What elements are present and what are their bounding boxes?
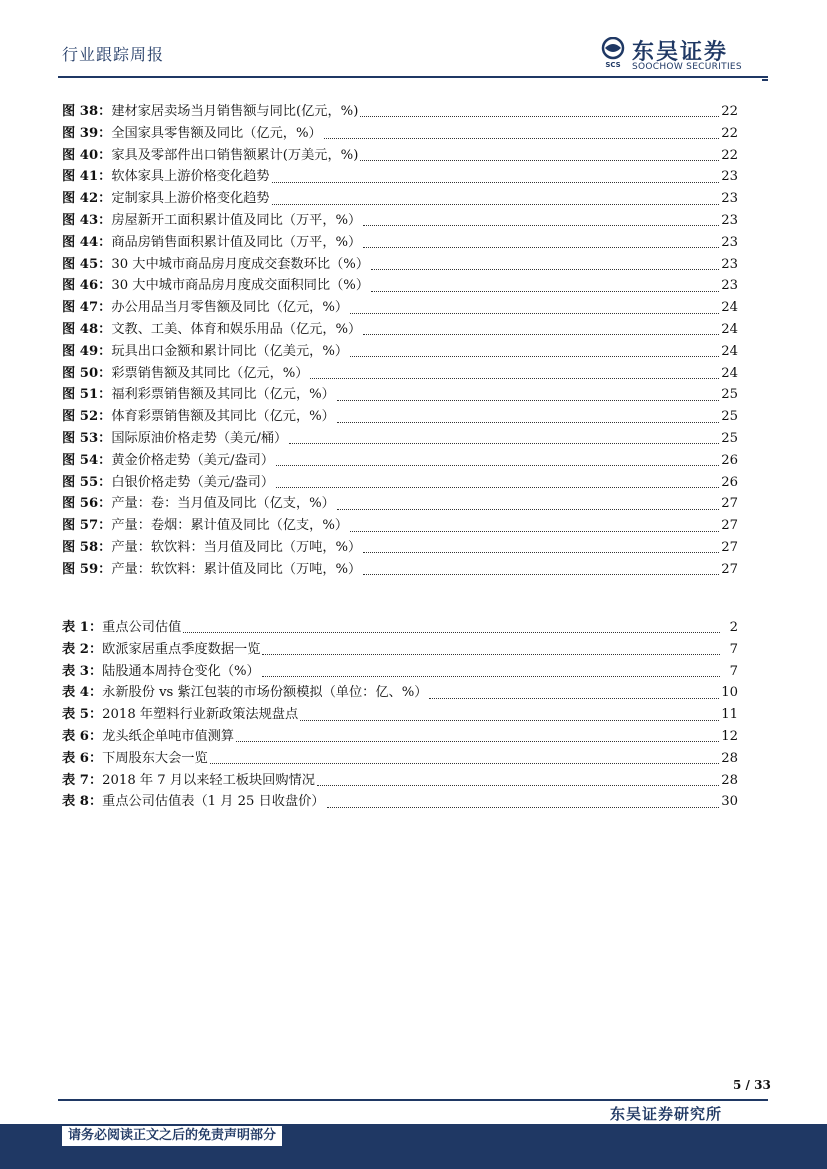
- header-divider: [58, 76, 768, 78]
- toc-leader-dots: [360, 160, 719, 161]
- toc-entry-title: 重点公司估值: [102, 620, 182, 635]
- toc-leader-dots: [429, 698, 719, 699]
- toc-entry-page: 11: [721, 707, 738, 723]
- figure-toc-entry[interactable]: [62, 123, 738, 145]
- table-toc-entry[interactable]: [62, 791, 738, 813]
- toc-entry-title: 产量：软饮料：累计值及同比（万吨，%）: [111, 561, 362, 577]
- toc-entry-title: 福利彩票销售额及其同比（亿元，%）: [111, 387, 335, 403]
- figure-list: [62, 101, 738, 581]
- report-type-title: 行业跟踪周报: [62, 45, 165, 64]
- toc-entry-title: 2018 年塑料行业新政策法规盘点: [102, 707, 299, 723]
- toc-entry-label: 表 7：: [62, 772, 103, 788]
- toc-leader-dots: [262, 676, 720, 677]
- toc-entry-page: 24: [721, 343, 738, 359]
- toc-entry-title: 商品房销售面积累计值及同比（万平，%）: [111, 234, 362, 250]
- toc-leader-dots: [337, 509, 719, 510]
- toc-leader-dots: [363, 574, 719, 575]
- toc-entry-title: 体育彩票销售额及其同比（亿元，%）: [111, 409, 335, 425]
- toc-leader-dots: [276, 465, 719, 466]
- table-toc-entry[interactable]: [62, 617, 738, 639]
- toc-leader-dots: [327, 807, 720, 808]
- toc-leader-dots: [210, 763, 720, 764]
- table-toc-entry[interactable]: [62, 682, 738, 704]
- toc-leader-dots: [363, 225, 719, 226]
- footer-divider: [58, 1099, 768, 1101]
- toc-entry-label: 图 59：: [62, 561, 112, 577]
- toc-leader-dots: [363, 334, 719, 335]
- toc-entry-label: 表 6：: [62, 750, 103, 766]
- toc-leader-dots: [350, 313, 719, 314]
- toc-entry-title: 家具及零部件出口销售额累计(万美元，%): [111, 147, 359, 163]
- figure-toc-entry[interactable]: [62, 210, 738, 232]
- figure-toc-entry[interactable]: [62, 363, 738, 385]
- figure-toc-entry[interactable]: [62, 341, 738, 363]
- toc-entry-title: 软体家具上游价格变化趋势: [111, 169, 270, 185]
- toc-entry-title: 定制家具上游价格变化趋势: [111, 191, 270, 207]
- table-list: [62, 617, 738, 813]
- toc-entry-label: 图 47：: [62, 300, 112, 316]
- toc-entry-page: 7: [729, 663, 738, 679]
- toc-entry-title: 30 大中城市商品房月度成交套数环比（%）: [111, 256, 370, 272]
- toc-entry-page: 27: [721, 496, 738, 512]
- figure-toc-entry[interactable]: [62, 472, 738, 494]
- toc-entry-label: 图 58：: [62, 539, 112, 555]
- toc-leader-dots: [363, 552, 719, 553]
- toc-leader-dots: [236, 741, 719, 742]
- toc-entry-page: 2: [729, 620, 738, 635]
- toc-entry-title: 陆股通本周持仓变化（%）: [102, 663, 260, 679]
- company-logo: [598, 37, 768, 73]
- toc-leader-dots: [272, 182, 720, 183]
- toc-entry-label: 表 5：: [62, 707, 103, 723]
- toc-leader-dots: [262, 654, 720, 655]
- toc-entry-label: 表 4：: [62, 685, 103, 701]
- toc-entry-page: 12: [721, 728, 738, 744]
- toc-leader-dots: [371, 269, 719, 270]
- toc-leader-dots: [337, 400, 719, 401]
- toc-entry-title: 建材家居卖场当月销售额与同比(亿元，%): [111, 104, 359, 119]
- toc-leader-dots: [300, 720, 719, 721]
- disclaimer-notice: 请务必阅读正文之后的免责声明部分: [62, 1126, 282, 1146]
- toc-entry-title: 玩具出口金额和累计同比（亿美元，%）: [111, 343, 349, 359]
- toc-entry-label: 图 39：: [62, 125, 112, 141]
- toc-entry-label: 图 41：: [62, 169, 112, 185]
- toc-leader-dots: [337, 422, 719, 423]
- figure-toc-entry[interactable]: [62, 145, 738, 167]
- toc-leader-dots: [183, 632, 720, 633]
- figure-toc-entry[interactable]: [62, 384, 738, 406]
- toc-leader-dots: [324, 138, 720, 139]
- toc-entry-title: 30 大中城市商品房月度成交面积同比（%）: [111, 278, 370, 294]
- toc-entry-label: 表 6：: [62, 728, 103, 744]
- figure-toc-entry[interactable]: [62, 515, 738, 537]
- table-toc-entry[interactable]: [62, 770, 738, 792]
- toc-entry-page: 25: [721, 387, 738, 403]
- figure-toc-entry[interactable]: [62, 297, 738, 319]
- figure-toc-entry[interactable]: [62, 232, 738, 254]
- toc-entry-label: 图 55：: [62, 474, 112, 490]
- toc-entry-label: 图 52：: [62, 409, 112, 425]
- toc-entry-title: 国际原油价格走势（美元/桶）: [111, 430, 288, 446]
- toc-leader-dots: [317, 785, 719, 786]
- table-toc-entry[interactable]: [62, 704, 738, 726]
- toc-leader-dots: [363, 247, 719, 248]
- toc-entry-label: 图 40：: [62, 147, 112, 163]
- toc-entry-page: 27: [721, 518, 738, 534]
- logo-abbr: SCS: [605, 61, 621, 69]
- toc-entry-label: 图 49：: [62, 343, 112, 359]
- toc-entry-label: 图 45：: [62, 256, 112, 272]
- toc-entry-page: 23: [721, 169, 738, 185]
- figure-toc-entry[interactable]: [62, 166, 738, 188]
- toc-entry-page: 22: [721, 104, 738, 119]
- toc-entry-title: 房屋新开工面积累计值及同比（万平，%）: [111, 212, 362, 228]
- toc-entry-page: 27: [721, 561, 738, 577]
- toc-entry-title: 产量：卷：当月值及同比（亿支，%）: [111, 496, 335, 512]
- table-toc-entry[interactable]: [62, 726, 738, 748]
- toc-entry-label: 图 38：: [62, 104, 112, 119]
- figure-toc-entry[interactable]: [62, 537, 738, 559]
- toc-leader-dots: [276, 487, 719, 488]
- toc-leader-dots: [350, 531, 719, 532]
- toc-entry-page: 26: [721, 474, 738, 490]
- figure-toc-entry[interactable]: [62, 101, 738, 123]
- toc-entry-label: 图 53：: [62, 430, 112, 446]
- toc-entry-page: 25: [721, 409, 738, 425]
- toc-entry-page: 10: [721, 685, 738, 701]
- toc-entry-page: 24: [721, 321, 738, 337]
- toc-entry-label: 图 56：: [62, 496, 112, 512]
- toc-entry-label: 图 46：: [62, 278, 112, 294]
- page-number: 5 / 33: [733, 1078, 771, 1092]
- toc-entry-page: 30: [721, 794, 738, 810]
- toc-entry-label: 图 50：: [62, 365, 112, 381]
- figure-toc-entry[interactable]: [62, 319, 738, 341]
- table-toc-entry[interactable]: [62, 639, 738, 661]
- toc-entry-label: 图 44：: [62, 234, 112, 250]
- toc-entry-page: 23: [721, 256, 738, 272]
- logo-english-name: SOOCHOW SECURITIES: [632, 62, 742, 72]
- figure-toc-entry[interactable]: [62, 493, 738, 515]
- toc-entry-title: 全国家具零售额及同比（亿元，%）: [111, 125, 322, 141]
- toc-entry-page: 23: [721, 212, 738, 228]
- figure-toc-entry[interactable]: [62, 188, 738, 210]
- figure-toc-entry[interactable]: [62, 254, 738, 276]
- logo-chinese-name: 东吴证券: [632, 40, 729, 65]
- table-toc-entry[interactable]: [62, 748, 738, 770]
- toc-entry-title: 彩票销售额及其同比（亿元，%）: [111, 365, 309, 381]
- toc-entry-label: 表 2：: [62, 641, 103, 657]
- figure-toc-entry[interactable]: [62, 275, 738, 297]
- figure-toc-entry[interactable]: [62, 559, 738, 581]
- figure-toc-entry[interactable]: [62, 428, 738, 450]
- toc-entry-title: 龙头纸企单吨市值测算: [102, 728, 235, 744]
- toc-entry-page: 27: [721, 539, 738, 555]
- toc-entry-label: 图 57：: [62, 518, 112, 534]
- toc-entry-title: 办公用品当月零售额及同比（亿元，%）: [111, 300, 349, 316]
- toc-leader-dots: [350, 356, 719, 357]
- toc-entry-page: 23: [721, 234, 738, 250]
- toc-entry-label: 表 8：: [62, 794, 103, 810]
- toc-entry-label: 图 48：: [62, 321, 112, 337]
- toc-leader-dots: [310, 378, 719, 379]
- toc-entry-label: 图 42：: [62, 191, 112, 207]
- figure-toc-entry[interactable]: [62, 450, 738, 472]
- toc-entry-title: 重点公司估值表（1 月 25 日收盘价）: [102, 794, 325, 810]
- toc-entry-label: 图 54：: [62, 452, 112, 468]
- toc-entry-title: 2018 年 7 月以来轻工板块回购情况: [102, 772, 315, 788]
- toc-entry-title: 白银价格走势（美元/盎司）: [111, 474, 275, 490]
- toc-entry-page: 28: [721, 772, 738, 788]
- scs-logo-icon: [598, 37, 628, 69]
- toc-entry-page: 24: [721, 300, 738, 316]
- toc-entry-page: 7: [729, 641, 738, 657]
- toc-entry-label: 表 3：: [62, 663, 103, 679]
- toc-entry-title: 产量：卷烟：累计值及同比（亿支，%）: [111, 518, 349, 534]
- toc-entry-title: 欧派家居重点季度数据一览: [102, 641, 261, 657]
- toc-entry-label: 图 43：: [62, 212, 112, 228]
- footer-institute: 东吴证券研究所: [610, 1105, 723, 1123]
- toc-entry-page: 24: [721, 365, 738, 381]
- figure-toc-entry[interactable]: [62, 406, 738, 428]
- toc-entry-page: 26: [721, 452, 738, 468]
- toc-entry-page: 23: [721, 191, 738, 207]
- toc-entry-page: 28: [721, 750, 738, 766]
- toc-leader-dots: [360, 116, 719, 117]
- toc-entry-label: 图 51：: [62, 387, 112, 403]
- toc-entry-title: 产量：软饮料：当月值及同比（万吨，%）: [111, 539, 362, 555]
- toc-entry-page: 23: [721, 278, 738, 294]
- toc-entry-title: 文教、工美、体育和娱乐用品（亿元，%）: [111, 321, 362, 337]
- toc-entry-title: 永新股份 vs 紫江包装的市场份额模拟（单位：亿、%）: [102, 685, 428, 701]
- table-toc-entry[interactable]: [62, 661, 738, 683]
- toc-entry-page: 25: [721, 430, 738, 446]
- toc-entry-page: 22: [721, 147, 738, 163]
- toc-leader-dots: [371, 291, 719, 292]
- toc-entry-title: 黄金价格走势（美元/盎司）: [111, 452, 275, 468]
- header-divider-tick: [762, 79, 768, 81]
- toc-leader-dots: [272, 204, 720, 205]
- toc-entry-page: 22: [721, 125, 738, 141]
- toc-entry-label: 表 1：: [62, 620, 103, 635]
- toc-entry-title: 下周股东大会一览: [102, 750, 208, 766]
- toc-leader-dots: [289, 443, 719, 444]
